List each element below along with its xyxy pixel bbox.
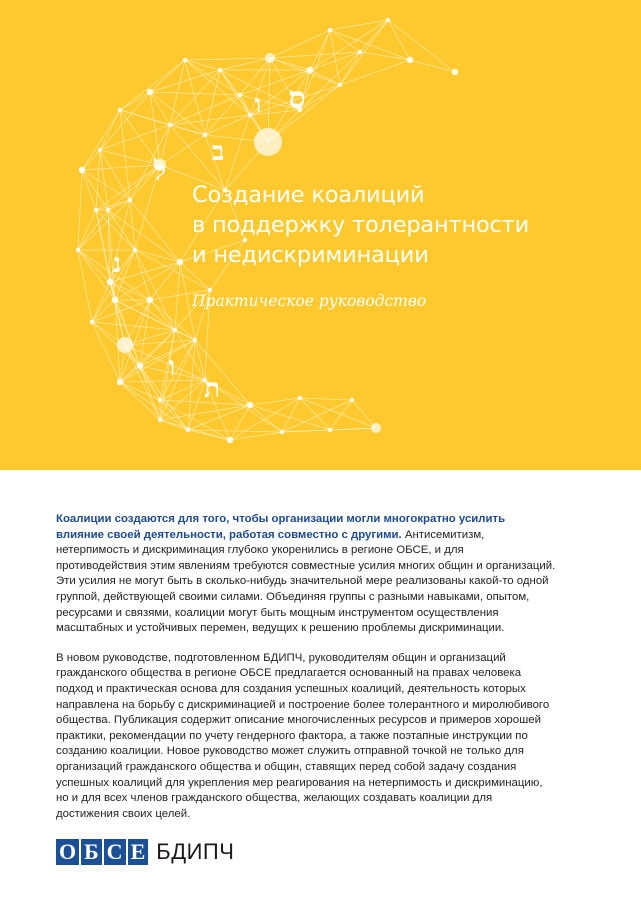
network-node [218,68,222,72]
title-line-3: и недискриминации [192,242,429,268]
network-node [183,58,187,62]
paragraph-1-lead: Коалиции создаются для того, чтобы организации могли многократно усилить влияние своей деятельности, работая совместно с другими. [56,513,506,541]
network-node [94,208,98,212]
osce-odihr-logo [56,839,234,865]
network-node [328,428,332,432]
network-node [147,297,153,303]
network-node [371,423,381,433]
network-node [76,248,80,252]
hebrew-letter: ת [204,374,220,404]
network-node [98,148,102,152]
hebrew-letter: ב [211,137,225,167]
network-node [158,418,162,422]
logo-letter: С [104,839,126,865]
osce-logo-mark [56,839,150,865]
hebrew-letter: ס [288,81,306,116]
network-node [307,67,313,73]
network-node [328,28,332,32]
network-node [227,437,233,443]
network-node [280,430,284,434]
network-node [238,93,242,97]
network-node [203,133,207,137]
logo-letter: Е [128,839,149,865]
network-node [147,89,153,95]
paragraph-1 [56,512,556,637]
network-node [248,113,252,117]
network-node [117,337,133,353]
description-text [56,512,556,836]
title-line-2: в поддержку толерантности [192,212,530,238]
hebrew-letter: ו [254,90,262,120]
hebrew-letter: נ [112,249,122,279]
odihr-name: БДИПЧ [156,839,235,864]
network-node [118,108,122,112]
network-node [254,128,282,156]
network-node [193,338,197,342]
network-node [112,297,118,303]
cover-title [192,180,622,270]
network-node [117,379,123,385]
network-node [298,396,302,400]
network-node [452,69,458,75]
network-node [247,402,253,408]
network-node [407,57,413,63]
network-node [90,320,94,324]
paragraph-2: В новом руководстве, подготовленном БДИПЧ, руководителям общин и организаций гражданского общества в регионе ОБСЕ предлагается основанный на правах человека подход и практическая основа для создания успешных коалиций, деятельность которых направлена на борьбу с дискриминацией и построение более толерантного и миролюбивого общества. Публикация содержит описание многочисленных ресурсов и примеров хорошей практики, рекомендации по учету гендерного фактора, а также поэтапные инструкции по созданию коалиции. Новое руководство может служить отправной точкой не только для организаций гражданского общества и общин, ставящих перед собой задачу создания успешных коалиций для укрепления мер реагирования на нетерпимость и дискриминацию, но и для всех членов гражданского общества, желающих создавать коалиции для достижения своих целей. [56,651,550,820]
network-node [106,208,110,212]
network-node [168,123,172,127]
network-node [186,428,190,432]
network-node [173,328,177,332]
network-node [386,18,390,22]
hebrew-letter: ו [168,352,176,382]
logo-letter: Б [81,839,102,865]
paragraph-1-rest: Антисемитизм, нетерпимость и дискриминация глубоко укоренились в регионе ОБСЕ, и для противодействия этим явлениям требуются совместные усилия многих общин и организаций. Эти усилия не могут быть в сколько-нибудь значительной мере реализованы какой-то одной группой, действующей своими силами. Объединяя группы с разными навыками, опытом, ресурсами и связями, коалиции могут быть мощным инструментом осуществления масштабных и устойчивых перемен, ведущих к решению проблемы дискриминации. [56,528,556,635]
logo-letter: О [56,839,79,865]
network-node [177,259,183,265]
network-node [128,198,132,202]
network-node [107,279,113,285]
network-node [133,248,137,252]
network-node [137,363,143,369]
network-node [265,53,275,63]
network-node [350,398,354,402]
title-line-1: Создание коалиций [192,182,425,208]
network-node [358,50,362,54]
cover-subtitle: Практическое руководство [192,292,427,310]
network-node [158,398,162,402]
network-node [338,83,342,87]
hebrew-letter: ל [153,157,167,187]
network-node [79,167,85,173]
